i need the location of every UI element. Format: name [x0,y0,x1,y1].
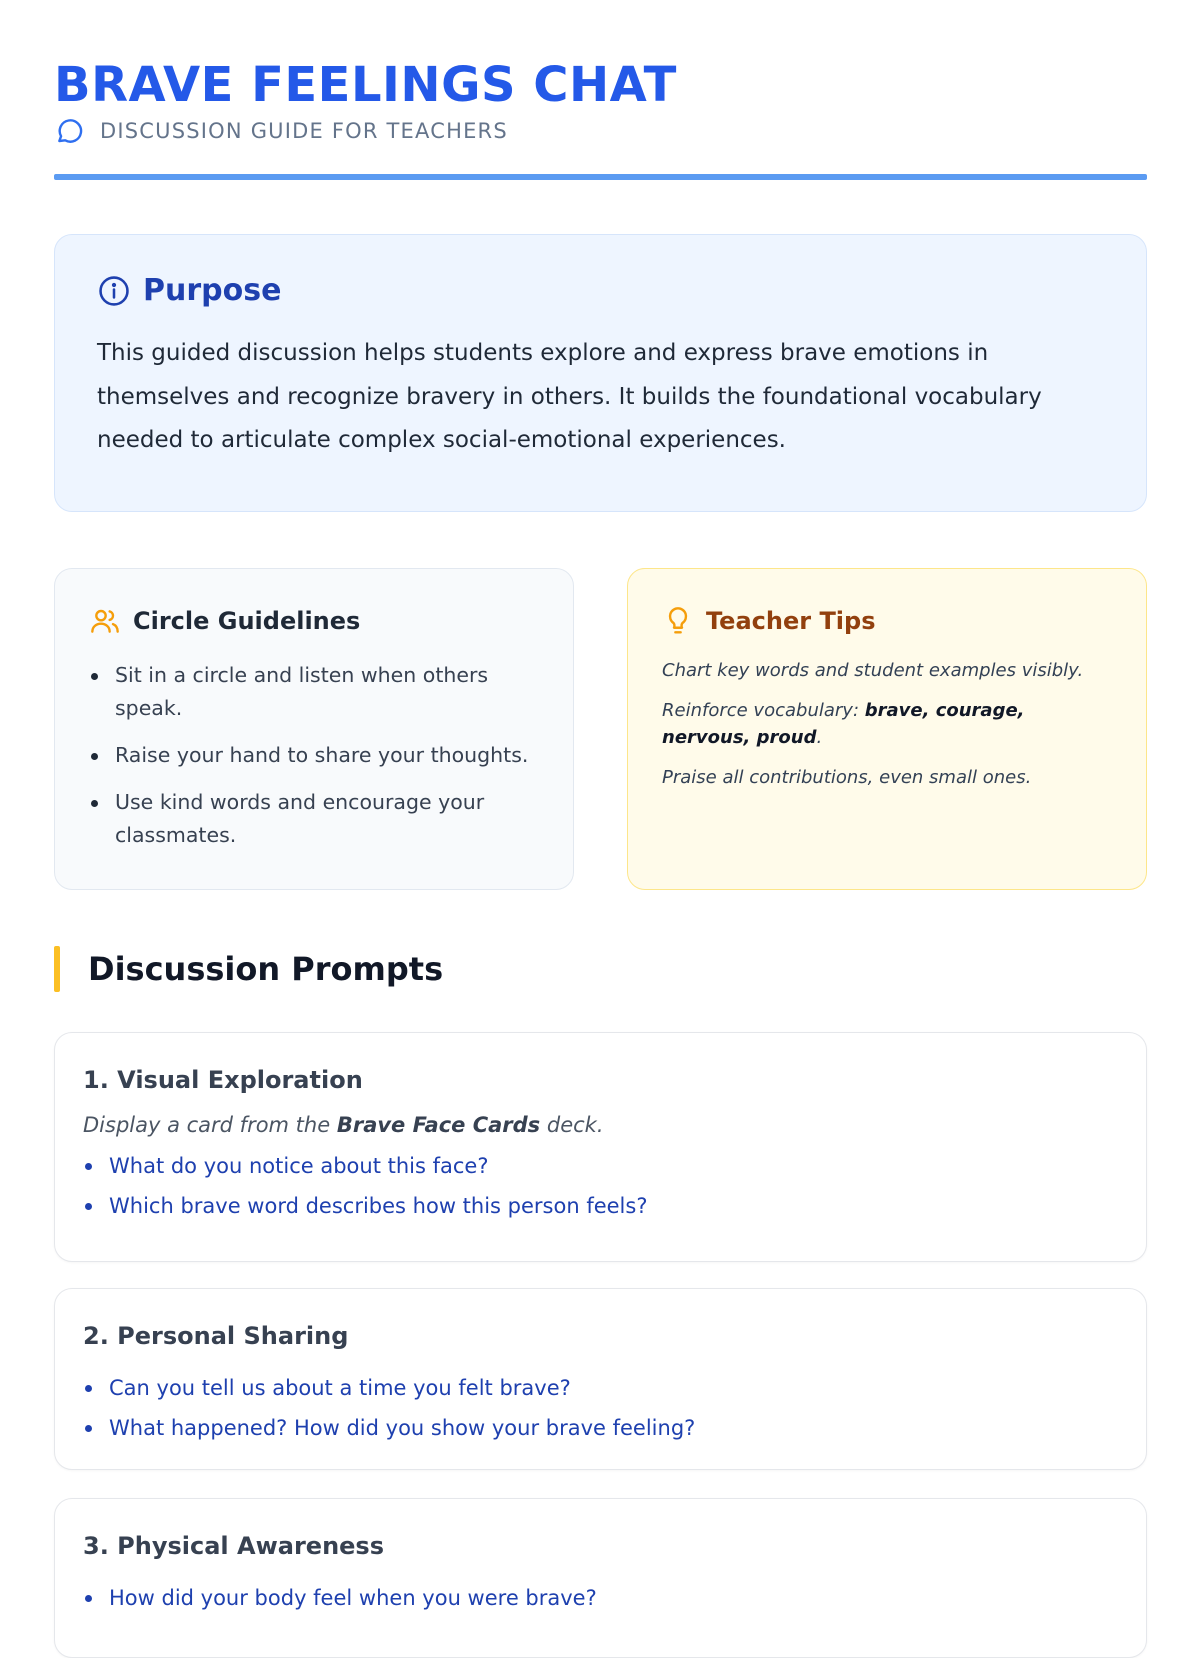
section-accent-bar [54,946,60,992]
question-list [83,1151,1118,1221]
prompt-desc-text: Display a card from the [83,1113,337,1137]
section-title: Discussion Prompts [88,950,444,988]
question-item: What happened? How did you show your brave feeling? [83,1413,1118,1443]
teacher-tips-card [627,568,1147,890]
tip-item: Chart key words and student examples visibly. [662,660,1084,681]
prompt-card-physical-awareness [54,1498,1147,1658]
header-divider [54,174,1147,180]
question-item: Can you tell us about a time you felt brave? [83,1373,1118,1403]
vocabulary-words: brave, courage, nervous, proud [662,700,1025,748]
list-item: Use kind words and encourage your classmates. [89,786,539,852]
tip-text: Reinforce vocabulary: [662,700,865,721]
prompt-card-personal-sharing [54,1288,1147,1470]
chat-bubble-icon [54,115,86,147]
page-title: BRAVE FEELINGS CHAT [54,57,677,113]
prompt-title: 3. Physical Awareness [83,1532,384,1560]
question-item: How did your body feel when you were brave? [83,1583,1118,1613]
tip-item: Praise all contributions, even small ones. [662,767,1032,788]
prompt-desc-bold: Brave Face Cards [336,1113,541,1137]
guidelines-list [89,659,539,852]
guidelines-title: Circle Guidelines [133,607,361,635]
prompt-title: 2. Personal Sharing [83,1322,349,1350]
list-item: Sit in a circle and listen when others speak. [89,659,539,725]
purpose-header [97,273,1104,308]
question-item: Which brave word describes how this person feels? [83,1191,1118,1221]
users-icon [89,605,121,637]
purpose-text: This guided discussion helps students explore and express brave emotions in themselves and recognize bravery in others. It builds the foundational vocabulary needed to articulate complex social-emotional experiences. [97,340,1042,453]
purpose-title: Purpose [143,273,282,308]
prompt-description [83,1113,1118,1137]
prompt-desc-text: deck. [540,1113,604,1137]
tips-title: Teacher Tips [706,607,876,635]
circle-guidelines-card [54,568,574,890]
question-item: What do you notice about this face? [83,1151,1118,1181]
list-item: Raise your hand to share your thoughts. [89,739,539,772]
purpose-card [54,234,1147,512]
prompt-title: 1. Visual Exploration [83,1066,363,1094]
question-list [83,1583,1118,1613]
tip-text: . [816,727,823,748]
header [54,54,1147,146]
lightbulb-icon [662,605,694,637]
subtitle-row [54,116,1147,146]
info-icon [97,274,131,308]
tips-list [662,657,1112,791]
discussion-prompts-heading [54,946,443,992]
prompt-card-visual-exploration [54,1032,1147,1262]
page-subtitle: DISCUSSION GUIDE FOR TEACHERS [100,119,508,143]
guidelines-header [89,605,539,637]
question-list [83,1373,1118,1443]
tips-header [662,605,1112,637]
tip-item [662,697,1112,751]
